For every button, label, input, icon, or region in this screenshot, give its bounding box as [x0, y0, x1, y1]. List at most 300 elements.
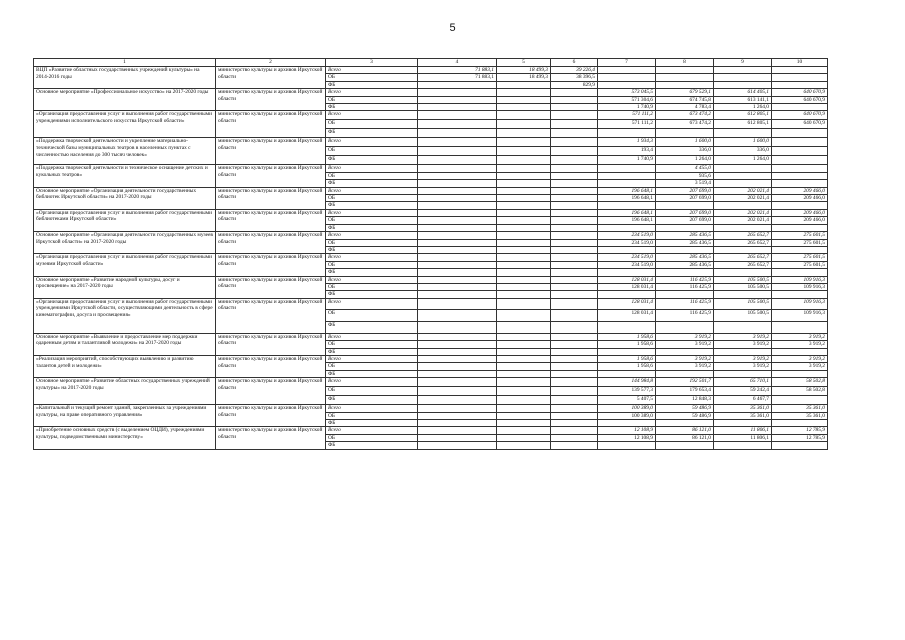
- amount-cell-c5: [497, 291, 551, 298]
- table-row: [34, 276, 828, 283]
- amount-cell-c8: 673 474,2: [656, 120, 714, 129]
- funding-source: Всего: [326, 67, 418, 74]
- amount-cell-c10: 209 466,0: [772, 195, 828, 202]
- amount-cell-c4: [418, 246, 497, 253]
- amount-cell-c8: 116 425,9: [656, 298, 714, 310]
- table-row: [34, 209, 828, 216]
- amount-cell-c9: 6 467,7: [714, 396, 772, 405]
- amount-cell-c5: [497, 209, 551, 216]
- funding-source: ОБ: [326, 96, 418, 103]
- column-header: 3: [326, 59, 418, 67]
- amount-cell-c5: [497, 434, 551, 441]
- amount-cell-c8: 207 699,0: [656, 187, 714, 194]
- amount-cell-c5: [497, 254, 551, 261]
- amount-cell-c9: 3 919,2: [714, 355, 772, 362]
- amount-cell-c8: [656, 348, 714, 355]
- amount-cell-c4: [418, 209, 497, 216]
- amount-cell-c8: 86 121,0: [656, 434, 714, 441]
- funding-source: ФБ: [326, 81, 418, 88]
- amount-cell-c9: [714, 202, 772, 209]
- funding-source: Всего: [326, 232, 418, 239]
- amount-cell-c5: [497, 172, 551, 179]
- amount-cell-c4: 71 883,1: [418, 74, 497, 81]
- amount-cell-c4: [418, 442, 497, 449]
- table-body: [34, 67, 828, 450]
- table-row: [34, 355, 828, 362]
- executor: министерство культуры и архивов Иркутской области: [216, 405, 326, 427]
- amount-cell-c8: 116 425,9: [656, 283, 714, 290]
- amount-cell-c10: 3 919,2: [772, 355, 828, 362]
- amount-cell-c9: [714, 419, 772, 426]
- amount-cell-c6: [551, 348, 598, 355]
- amount-cell-c9: 265 652,7: [714, 232, 772, 239]
- amount-cell-c7: 1 958,6: [598, 363, 656, 370]
- executor: министерство культуры и архивов Иркутской области: [216, 209, 326, 231]
- amount-cell-c8: 1 600,0: [656, 138, 714, 147]
- amount-cell-c7: 196 648,1: [598, 217, 656, 224]
- executor: министерство культуры и архивов Иркутской области: [216, 187, 326, 209]
- activity-name: «Реализация мероприятий, способствующих выявлению и развитию талантов детей и молодежи»: [34, 355, 216, 377]
- budget-table: [33, 58, 828, 450]
- amount-cell-c4: [418, 341, 497, 348]
- amount-cell-c5: 18 499,3: [497, 74, 551, 81]
- column-header: 6: [551, 59, 598, 67]
- funding-source: ОБ: [326, 363, 418, 370]
- amount-cell-c4: [418, 138, 497, 147]
- amount-cell-c10: 3 919,2: [772, 363, 828, 370]
- amount-cell-c7: [598, 419, 656, 426]
- amount-cell-c8: 674 745,8: [656, 96, 714, 103]
- amount-cell-c4: [418, 322, 497, 334]
- column-number-row: [34, 59, 828, 67]
- table-row: [34, 67, 828, 74]
- funding-source: Всего: [326, 138, 418, 147]
- amount-cell-c7: [598, 129, 656, 138]
- funding-source: ОБ: [326, 74, 418, 81]
- amount-cell-c10: [772, 348, 828, 355]
- amount-cell-c9: 265 652,7: [714, 239, 772, 246]
- amount-cell-c9: 3 919,2: [714, 341, 772, 348]
- amount-cell-c6: 38 396,5: [551, 74, 598, 81]
- funding-source: Всего: [326, 209, 418, 216]
- amount-cell-c8: 192 501,7: [656, 378, 714, 387]
- amount-cell-c9: 11 806,1: [714, 427, 772, 434]
- amount-cell-c4: [418, 269, 497, 276]
- funding-source: ФБ: [326, 156, 418, 165]
- amount-cell-c5: [497, 298, 551, 310]
- amount-cell-c4: [418, 180, 497, 187]
- funding-source: ФБ: [326, 269, 418, 276]
- amount-cell-c10: [772, 202, 828, 209]
- amount-cell-c9: 612 805,1: [714, 111, 772, 120]
- amount-cell-c8: 3 919,2: [656, 341, 714, 348]
- amount-cell-c6: [551, 239, 598, 246]
- amount-cell-c8: 679 529,1: [656, 89, 714, 96]
- amount-cell-c6: [551, 147, 598, 156]
- amount-cell-c5: [497, 239, 551, 246]
- amount-cell-c9: 265 652,7: [714, 254, 772, 261]
- funding-source: ОБ: [326, 195, 418, 202]
- amount-cell-c9: 3 919,2: [714, 333, 772, 340]
- activity-name: Основное мероприятие «Профессиональное искусство» на 2017-2020 годы: [34, 89, 216, 111]
- funding-source: ОБ: [326, 239, 418, 246]
- table-row: [34, 89, 828, 96]
- amount-cell-c10: 109 916,3: [772, 310, 828, 322]
- funding-source: Всего: [326, 298, 418, 310]
- amount-cell-c8: 179 653,4: [656, 387, 714, 396]
- amount-cell-c5: 18 499,3: [497, 67, 551, 74]
- amount-cell-c5: [497, 217, 551, 224]
- amount-cell-c8: 207 699,0: [656, 217, 714, 224]
- amount-cell-c10: [772, 246, 828, 253]
- amount-cell-c6: [551, 412, 598, 419]
- amount-cell-c9: 202 021,4: [714, 195, 772, 202]
- amount-cell-c9: [714, 165, 772, 172]
- amount-cell-c5: [497, 81, 551, 88]
- amount-cell-c5: [497, 427, 551, 434]
- executor: министерство культуры и архивов Иркутской области: [216, 298, 326, 333]
- amount-cell-c7: 1 958,6: [598, 333, 656, 340]
- amount-cell-c8: 285 436,5: [656, 239, 714, 246]
- amount-cell-c6: [551, 322, 598, 334]
- funding-source: ОБ: [326, 310, 418, 322]
- amount-cell-c6: [551, 370, 598, 377]
- amount-cell-c6: [551, 217, 598, 224]
- amount-cell-c7: [598, 172, 656, 179]
- amount-cell-c6: [551, 333, 598, 340]
- amount-cell-c5: [497, 202, 551, 209]
- amount-cell-c4: [418, 224, 497, 231]
- amount-cell-c10: 640 670,9: [772, 111, 828, 120]
- amount-cell-c4: [418, 348, 497, 355]
- amount-cell-c4: [418, 298, 497, 310]
- amount-cell-c4: [418, 129, 497, 138]
- activity-name: «Поддержка творческой деятельности и укрепление материально-технической базы муниципальных театров в населенных пунктах с численностью населения до 300 тысяч человек»: [34, 138, 216, 165]
- executor: министерство культуры и архивов Иркутской области: [216, 138, 326, 165]
- amount-cell-c8: 207 699,0: [656, 195, 714, 202]
- funding-source: ОБ: [326, 387, 418, 396]
- amount-cell-c8: [656, 202, 714, 209]
- amount-cell-c9: 614 405,1: [714, 89, 772, 96]
- amount-cell-c10: [772, 396, 828, 405]
- amount-cell-c4: [418, 187, 497, 194]
- amount-cell-c8: 4 455,0: [656, 165, 714, 172]
- amount-cell-c7: 1 740,9: [598, 104, 656, 111]
- amount-cell-c9: 35 361,0: [714, 412, 772, 419]
- amount-cell-c10: [772, 138, 828, 147]
- amount-cell-c7: 1 934,3: [598, 138, 656, 147]
- amount-cell-c5: [497, 341, 551, 348]
- amount-cell-c6: [551, 387, 598, 396]
- amount-cell-c7: [598, 224, 656, 231]
- table-row: [34, 378, 828, 387]
- amount-cell-c7: [598, 165, 656, 172]
- executor: министерство культуры и архивов Иркутской области: [216, 276, 326, 298]
- amount-cell-c10: 35 361,0: [772, 405, 828, 412]
- amount-cell-c6: [551, 224, 598, 231]
- funding-source: ОБ: [326, 217, 418, 224]
- amount-cell-c6: [551, 111, 598, 120]
- amount-cell-c4: [418, 120, 497, 129]
- amount-cell-c9: 265 652,7: [714, 261, 772, 268]
- amount-cell-c5: [497, 310, 551, 322]
- amount-cell-c7: 1 958,6: [598, 341, 656, 348]
- amount-cell-c9: [714, 246, 772, 253]
- amount-cell-c6: [551, 138, 598, 147]
- amount-cell-c7: [598, 322, 656, 334]
- amount-cell-c5: [497, 283, 551, 290]
- amount-cell-c9: [714, 180, 772, 187]
- activity-name: Основное мероприятие «Выявление и предоставление мер поддержки одаренным детям и талантливой молодежи» на 2017-2020 годы: [34, 333, 216, 355]
- activity-name: Основное мероприятие «Развитие народной культуры, досуг и просвещение» на 2017-2020 годы: [34, 276, 216, 298]
- amount-cell-c7: 100 389,0: [598, 412, 656, 419]
- funding-source: ОБ: [326, 172, 418, 179]
- amount-cell-c5: [497, 147, 551, 156]
- activity-name: Основное мероприятие «Организация деятельности государственных библиотек Иркутской области» на 2017-2020 годы: [34, 187, 216, 209]
- amount-cell-c8: 285 436,5: [656, 232, 714, 239]
- amount-cell-c4: [418, 261, 497, 268]
- funding-source: ФБ: [326, 348, 418, 355]
- amount-cell-c9: 35 361,0: [714, 405, 772, 412]
- amount-cell-c7: [598, 348, 656, 355]
- amount-cell-c8: 3 919,2: [656, 363, 714, 370]
- amount-cell-c6: [551, 129, 598, 138]
- amount-cell-c5: [497, 276, 551, 283]
- amount-cell-c10: 109 916,3: [772, 276, 828, 283]
- amount-cell-c10: [772, 129, 828, 138]
- amount-cell-c6: 829,9: [551, 81, 598, 88]
- amount-cell-c5: [497, 269, 551, 276]
- amount-cell-c8: 3 919,2: [656, 333, 714, 340]
- amount-cell-c4: [418, 232, 497, 239]
- amount-cell-c6: [551, 165, 598, 172]
- amount-cell-c7: 571 304,6: [598, 96, 656, 103]
- amount-cell-c4: [418, 195, 497, 202]
- amount-cell-c8: 116 425,9: [656, 276, 714, 283]
- amount-cell-c7: 193,4: [598, 147, 656, 156]
- amount-cell-c5: [497, 396, 551, 405]
- amount-cell-c6: [551, 209, 598, 216]
- amount-cell-c6: [551, 283, 598, 290]
- amount-cell-c7: 234 519,0: [598, 254, 656, 261]
- amount-cell-c7: [598, 202, 656, 209]
- amount-cell-c7: 196 648,1: [598, 187, 656, 194]
- amount-cell-c10: 35 361,0: [772, 412, 828, 419]
- amount-cell-c5: [497, 348, 551, 355]
- funding-source: Всего: [326, 378, 418, 387]
- executor: министерство культуры и архивов Иркутской области: [216, 165, 326, 187]
- activity-name: «Организация предоставления услуг и выполнения работ государственными учреждениями исполнительского искусства Иркутской области»: [34, 111, 216, 138]
- amount-cell-c5: [497, 370, 551, 377]
- amount-cell-c8: 673 474,2: [656, 111, 714, 120]
- amount-cell-c9: [714, 67, 772, 74]
- funding-source: Всего: [326, 276, 418, 283]
- amount-cell-c7: [598, 67, 656, 74]
- activity-name: «Организация предоставления услуг и выполнения работ государственными учреждениями Иркутской области, осуществляющими деятельность в сфере кинематографии, досуга и просвещения»: [34, 298, 216, 333]
- amount-cell-c6: [551, 156, 598, 165]
- column-header: 2: [216, 59, 326, 67]
- amount-cell-c10: 12 785,9: [772, 427, 828, 434]
- amount-cell-c7: 571 111,2: [598, 111, 656, 120]
- amount-cell-c9: 202 021,4: [714, 187, 772, 194]
- amount-cell-c9: 3 919,2: [714, 363, 772, 370]
- amount-cell-c8: 59 486,9: [656, 412, 714, 419]
- amount-cell-c6: [551, 120, 598, 129]
- amount-cell-c10: [772, 81, 828, 88]
- executor: министерство культуры и архивов Иркутской области: [216, 254, 326, 276]
- amount-cell-c6: [551, 298, 598, 310]
- amount-cell-c7: 12 108,9: [598, 427, 656, 434]
- amount-cell-c10: 275 601,5: [772, 254, 828, 261]
- amount-cell-c5: [497, 224, 551, 231]
- amount-cell-c8: [656, 81, 714, 88]
- amount-cell-c6: [551, 202, 598, 209]
- activity-name: «Капитальный и текущий ремонт зданий, закрепленных за учреждениями культуры, на праве оперативного управления»: [34, 405, 216, 427]
- amount-cell-c8: [656, 322, 714, 334]
- amount-cell-c7: 5 407,5: [598, 396, 656, 405]
- funding-source: ОБ: [326, 283, 418, 290]
- amount-cell-c10: [772, 67, 828, 74]
- amount-cell-c8: [656, 442, 714, 449]
- amount-cell-c4: [418, 434, 497, 441]
- table-row: [34, 333, 828, 340]
- amount-cell-c4: [418, 104, 497, 111]
- executor: министерство культуры и архивов Иркутской области: [216, 378, 326, 405]
- amount-cell-c10: [772, 291, 828, 298]
- amount-cell-c9: 65 710,1: [714, 378, 772, 387]
- amount-cell-c4: [418, 81, 497, 88]
- amount-cell-c6: [551, 427, 598, 434]
- amount-cell-c5: [497, 138, 551, 147]
- amount-cell-c7: 234 519,0: [598, 261, 656, 268]
- column-header: 1: [34, 59, 216, 67]
- amount-cell-c10: 275 601,5: [772, 232, 828, 239]
- amount-cell-c10: 640 670,9: [772, 120, 828, 129]
- amount-cell-c6: [551, 291, 598, 298]
- amount-cell-c4: [418, 172, 497, 179]
- amount-cell-c4: [418, 89, 497, 96]
- executor: министерство культуры и архивов Иркутской области: [216, 355, 326, 377]
- amount-cell-c9: 105 500,5: [714, 276, 772, 283]
- amount-cell-c5: [497, 89, 551, 96]
- amount-cell-c8: [656, 129, 714, 138]
- amount-cell-c4: [418, 217, 497, 224]
- amount-cell-c4: [418, 370, 497, 377]
- funding-source: ФБ: [326, 246, 418, 253]
- amount-cell-c10: 109 916,3: [772, 283, 828, 290]
- funding-source: ФБ: [326, 291, 418, 298]
- amount-cell-c9: 105 500,5: [714, 283, 772, 290]
- table-row: [34, 187, 828, 194]
- amount-cell-c7: 100 389,0: [598, 405, 656, 412]
- amount-cell-c9: 336,0: [714, 147, 772, 156]
- amount-cell-c7: 196 648,1: [598, 209, 656, 216]
- table-row: [34, 298, 828, 310]
- amount-cell-c7: 128 031,4: [598, 298, 656, 310]
- table-row: [34, 138, 828, 147]
- amount-cell-c8: 86 121,0: [656, 427, 714, 434]
- amount-cell-c8: 4 783,4: [656, 104, 714, 111]
- amount-cell-c4: [418, 419, 497, 426]
- amount-cell-c7: 1 740,9: [598, 156, 656, 165]
- activity-name: Основное мероприятие «Организация деятельности государственных музеев Иркутской области» на 2017-2020 годы: [34, 232, 216, 254]
- amount-cell-c6: [551, 89, 598, 96]
- executor: министерство культуры и архивов Иркутской области: [216, 333, 326, 355]
- activity-name: «Приобретение основных средств (с выделением ОЦДИ), учреждениями культуры, подведомственными министерству»: [34, 427, 216, 449]
- amount-cell-c6: [551, 104, 598, 111]
- amount-cell-c5: [497, 195, 551, 202]
- activity-name: «Поддержка творческой деятельности и техническое оснащение детских и кукольных театров»: [34, 165, 216, 187]
- amount-cell-c10: [772, 419, 828, 426]
- funding-source: ФБ: [326, 370, 418, 377]
- amount-cell-c7: 139 577,3: [598, 387, 656, 396]
- amount-cell-c4: [418, 147, 497, 156]
- amount-cell-c4: [418, 165, 497, 172]
- amount-cell-c4: [418, 412, 497, 419]
- amount-cell-c7: [598, 370, 656, 377]
- amount-cell-c8: 207 699,0: [656, 209, 714, 216]
- amount-cell-c5: [497, 405, 551, 412]
- amount-cell-c9: [714, 269, 772, 276]
- amount-cell-c6: [551, 232, 598, 239]
- funding-source: ОБ: [326, 434, 418, 441]
- amount-cell-c4: [418, 405, 497, 412]
- amount-cell-c8: 935,6: [656, 172, 714, 179]
- amount-cell-c4: [418, 96, 497, 103]
- amount-cell-c6: [551, 363, 598, 370]
- amount-cell-c4: [418, 363, 497, 370]
- amount-cell-c8: [656, 224, 714, 231]
- funding-source: Всего: [326, 187, 418, 194]
- amount-cell-c4: [418, 427, 497, 434]
- executor: министерство культуры и архивов Иркутской области: [216, 232, 326, 254]
- amount-cell-c4: [418, 387, 497, 396]
- amount-cell-c6: [551, 269, 598, 276]
- amount-cell-c4: [418, 276, 497, 283]
- amount-cell-c4: [418, 156, 497, 165]
- amount-cell-c5: [497, 232, 551, 239]
- amount-cell-c9: 202 021,4: [714, 217, 772, 224]
- funding-source: ОБ: [326, 120, 418, 129]
- amount-cell-c6: [551, 187, 598, 194]
- amount-cell-c6: [551, 276, 598, 283]
- amount-cell-c8: [656, 246, 714, 253]
- amount-cell-c7: 144 984,8: [598, 378, 656, 387]
- activity-name: ВЦП «Развитие областных государственных учреждений культуры» на 2014-2016 годы: [34, 67, 216, 89]
- table-row: [34, 254, 828, 261]
- funding-source: Всего: [326, 355, 418, 362]
- amount-cell-c5: [497, 129, 551, 138]
- amount-cell-c9: 612 805,1: [714, 120, 772, 129]
- funding-source: Всего: [326, 254, 418, 261]
- amount-cell-c8: 59 486,9: [656, 405, 714, 412]
- amount-cell-c8: 12 848,3: [656, 396, 714, 405]
- amount-cell-c5: [497, 378, 551, 387]
- amount-cell-c7: 12 108,9: [598, 434, 656, 441]
- amount-cell-c7: 196 648,1: [598, 195, 656, 202]
- amount-cell-c6: [551, 261, 598, 268]
- amount-cell-c9: [714, 322, 772, 334]
- funding-source: Всего: [326, 89, 418, 96]
- column-header: 7: [598, 59, 656, 67]
- amount-cell-c8: [656, 370, 714, 377]
- amount-cell-c4: [418, 239, 497, 246]
- amount-cell-c10: [772, 322, 828, 334]
- amount-cell-c10: [772, 104, 828, 111]
- amount-cell-c5: [497, 442, 551, 449]
- amount-cell-c10: [772, 370, 828, 377]
- funding-source: ФБ: [326, 129, 418, 138]
